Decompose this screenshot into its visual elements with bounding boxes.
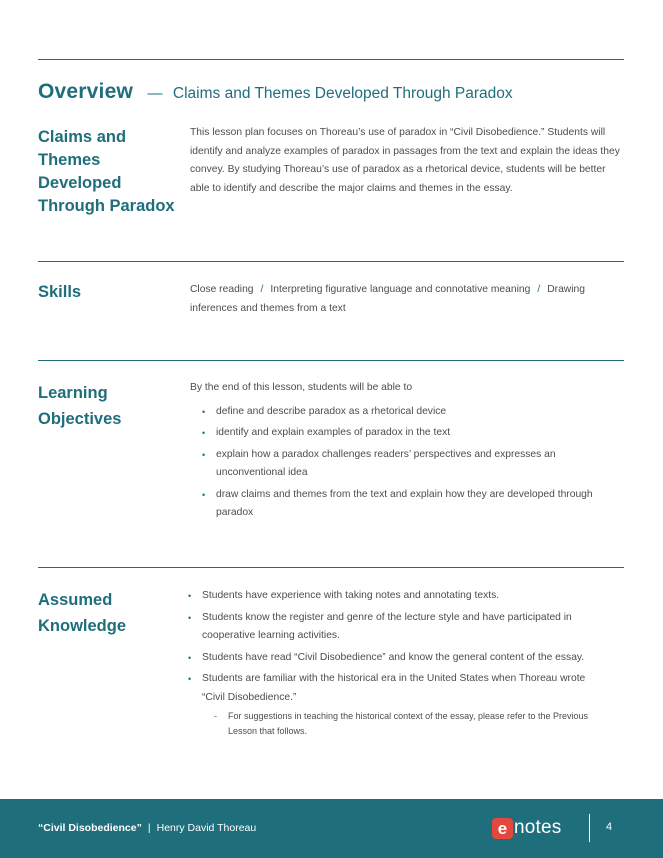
footer-separator: | — [147, 822, 151, 834]
overview-body: This lesson plan focuses on Thoreau’s use of paradox in “Civil Disobedience.” Students will identify and analyze examples of paradox in passages from the text and explain the ideas they convey. By studying Thoreau’s use of paradox as a rhetorical device, students will be better able to identify and describe the major claims and themes in the essay. — [190, 127, 620, 194]
skill-separator: / — [260, 284, 264, 295]
rule-knowledge — [38, 567, 624, 568]
objectives-body — [190, 379, 626, 526]
list-item: • Students have read “Civil Disobedience” and know the general content of the essay. — [188, 649, 608, 668]
knowledge-body — [188, 587, 608, 742]
footer-author: Henry David Thoreau — [156, 822, 257, 834]
skill-item: Drawing inferences and themes from a text — [190, 284, 585, 314]
list-item-text: Students are familiar with the historical era in the United States when Thoreau wrote “Civil Disobedience.” — [202, 673, 586, 703]
page-footer — [0, 799, 663, 858]
overview-heading: Claims and Themes Developed Through Paradox — [38, 128, 175, 215]
skill-item: Interpreting figurative language and connotative meaning — [270, 284, 531, 295]
footer-citation — [38, 822, 256, 834]
top-rule — [38, 59, 624, 60]
skills-heading: Skills — [38, 283, 82, 301]
logo-e-mark: e — [492, 818, 513, 839]
skills-body — [190, 281, 626, 318]
footer-divider — [589, 814, 590, 842]
title-dash: — — [147, 85, 163, 102]
list-item — [188, 670, 608, 739]
knowledge-sublist — [202, 709, 608, 739]
objectives-heading: Learning Objectives — [38, 384, 122, 428]
sub-list-item: - For suggestions in teaching the historical context of the essay, please refer to the Previous Lesson that follows. — [214, 709, 608, 739]
list-item: • Students know the register and genre of the lecture style and have participated in cooperative learning activities. — [188, 609, 608, 646]
knowledge-heading: Assumed Knowledge — [38, 591, 127, 635]
skill-separator: / — [537, 284, 541, 295]
list-item: • Students have experience with taking notes and annotating texts. — [188, 587, 608, 606]
logo-wordmark: notes — [514, 817, 562, 838]
objectives-list — [202, 403, 602, 523]
footer-work-title: “Civil Disobedience” — [38, 822, 142, 834]
title-subtitle: Claims and Themes Developed Through Paradox — [172, 85, 513, 102]
rule-objectives — [38, 360, 624, 361]
rule-skills — [38, 261, 624, 262]
enotes-logo — [492, 816, 561, 840]
page-number: 4 — [606, 821, 613, 833]
knowledge-list — [188, 587, 608, 739]
list-item: • draw claims and themes from the text and explain how they are developed through paradox — [202, 486, 602, 523]
objectives-intro: By the end of this lesson, students will be able to — [190, 382, 413, 393]
list-item: • define and describe paradox as a rhetorical device — [202, 403, 602, 422]
list-item: • explain how a paradox challenges readers’ perspectives and expresses an unconventional idea — [202, 446, 602, 483]
skill-item: Close reading — [190, 284, 254, 295]
page-title — [38, 80, 513, 104]
title-main: Overview — [38, 80, 133, 103]
list-item: • identify and explain examples of paradox in the text — [202, 424, 602, 443]
